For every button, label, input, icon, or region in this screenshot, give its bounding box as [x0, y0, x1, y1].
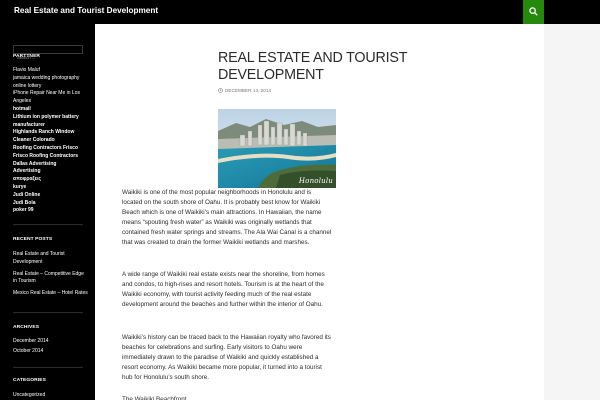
search-toggle-button[interactable]	[523, 0, 544, 24]
article-paragraph: The Waikiki Beachfront	[122, 396, 187, 400]
category-link[interactable]: Uncategorized	[13, 392, 46, 398]
recent-posts-list	[13, 251, 89, 298]
partner-link[interactable]: Judi Online	[13, 191, 41, 198]
partner-link[interactable]: Lithium ion polymer battery manufacturer	[13, 113, 79, 128]
partner-link[interactable]: Roofing Contractors Frisco	[13, 144, 79, 151]
search-icon	[529, 7, 538, 16]
partner-link[interactable]: Dallas Advertising	[13, 160, 57, 167]
article-paragraph: Waikiki’s history can be traced back to the Hawaiian royalty who favored its beaches for celebrations and surfing. Early visitors to Oahu were immediately drawn to the paradise of Waikiki and quickly established a resort economy. As Waikiki became more popular, it turned into a tourist hub for Honolulu’s south shore.	[122, 334, 331, 382]
partner-link[interactable]: Advertising	[13, 168, 41, 175]
widget-divider	[13, 312, 83, 313]
site-header	[0, 0, 600, 24]
partner-link[interactable]: online lottery	[13, 82, 42, 89]
clock-icon	[218, 88, 223, 93]
categories-list	[13, 392, 89, 400]
widget-divider	[13, 224, 83, 225]
partner-link[interactable]: kurye	[13, 183, 27, 190]
archive-link[interactable]: October 2014	[13, 347, 44, 354]
sidebar	[0, 24, 95, 400]
widget-title-archives: ARCHIVES	[13, 325, 40, 330]
archives-list	[13, 338, 89, 356]
recent-post-link[interactable]: Mexico Real Estate – Hotel Rates	[13, 290, 88, 297]
partner-list	[13, 67, 89, 215]
partner-link[interactable]: Judi Bola	[13, 199, 36, 206]
partner-link[interactable]: jamaica wedding photography	[13, 74, 80, 81]
article-paragraph: Waikiki is one of the most popular neighborhoods in Honolulu and is located on the south shore of Oahu. It is probably best know for Waikiki Beach which is one of Waikiki’s main attractions. In Hawaiian, the name means “spouting fresh water” as Waikiki was originally wetlands that contained fresh water springs and streams. The Ala Wai Canal is a channel that was created to drain the former Waikiki wetlands and marshes.	[122, 189, 332, 247]
widget-title-partner: PARTTNER	[13, 54, 41, 59]
recent-post-link[interactable]: Real Estate and Tourist Development	[13, 251, 65, 265]
partner-link[interactable]: Frisco Roofing Contractors	[13, 152, 79, 159]
recent-post-link[interactable]: Real Estate – Competitive Edge in Tourism	[13, 270, 84, 285]
article-title: REAL ESTATE AND TOURIST DEVELOPMENT	[218, 50, 407, 83]
image-caption: Honolulu	[298, 177, 333, 185]
partner-link[interactable]: αποφραξεις	[13, 176, 42, 183]
article-date[interactable]	[218, 88, 271, 93]
sidebar-search-box[interactable]	[13, 45, 83, 54]
partner-link[interactable]: iPhone Repair Near Me in Los Angeles	[13, 90, 80, 105]
partner-link[interactable]: poker 99	[13, 207, 34, 214]
partner-link[interactable]: Highlands Ranch Window Cleaner Colorado	[13, 129, 75, 144]
article-paragraph: A wide range of Waikiki real estate exists near the shoreline, from homes and condos, to high-rises and resort hotels. Tourism is at the heart of the Waikiki economy, with tourist activity feeding much of the real estate development around the beaches and further within the interior of Oahu.	[122, 271, 325, 309]
partner-link[interactable]: Flavio Maluf	[13, 67, 40, 73]
widget-title-recent-posts: RECENT POSTS	[13, 237, 53, 242]
article-image-honolulu	[218, 109, 336, 188]
right-margin	[544, 24, 600, 400]
archive-link[interactable]: December 2014	[13, 338, 49, 344]
widget-divider	[13, 367, 83, 368]
site-title-link[interactable]: Real Estate and Tourist Development	[14, 6, 159, 15]
partner-link[interactable]: hotmail	[13, 105, 31, 112]
widget-title-categories: CATEGORIES	[13, 378, 46, 383]
date-text: DECEMBER 13, 2014	[225, 88, 272, 93]
